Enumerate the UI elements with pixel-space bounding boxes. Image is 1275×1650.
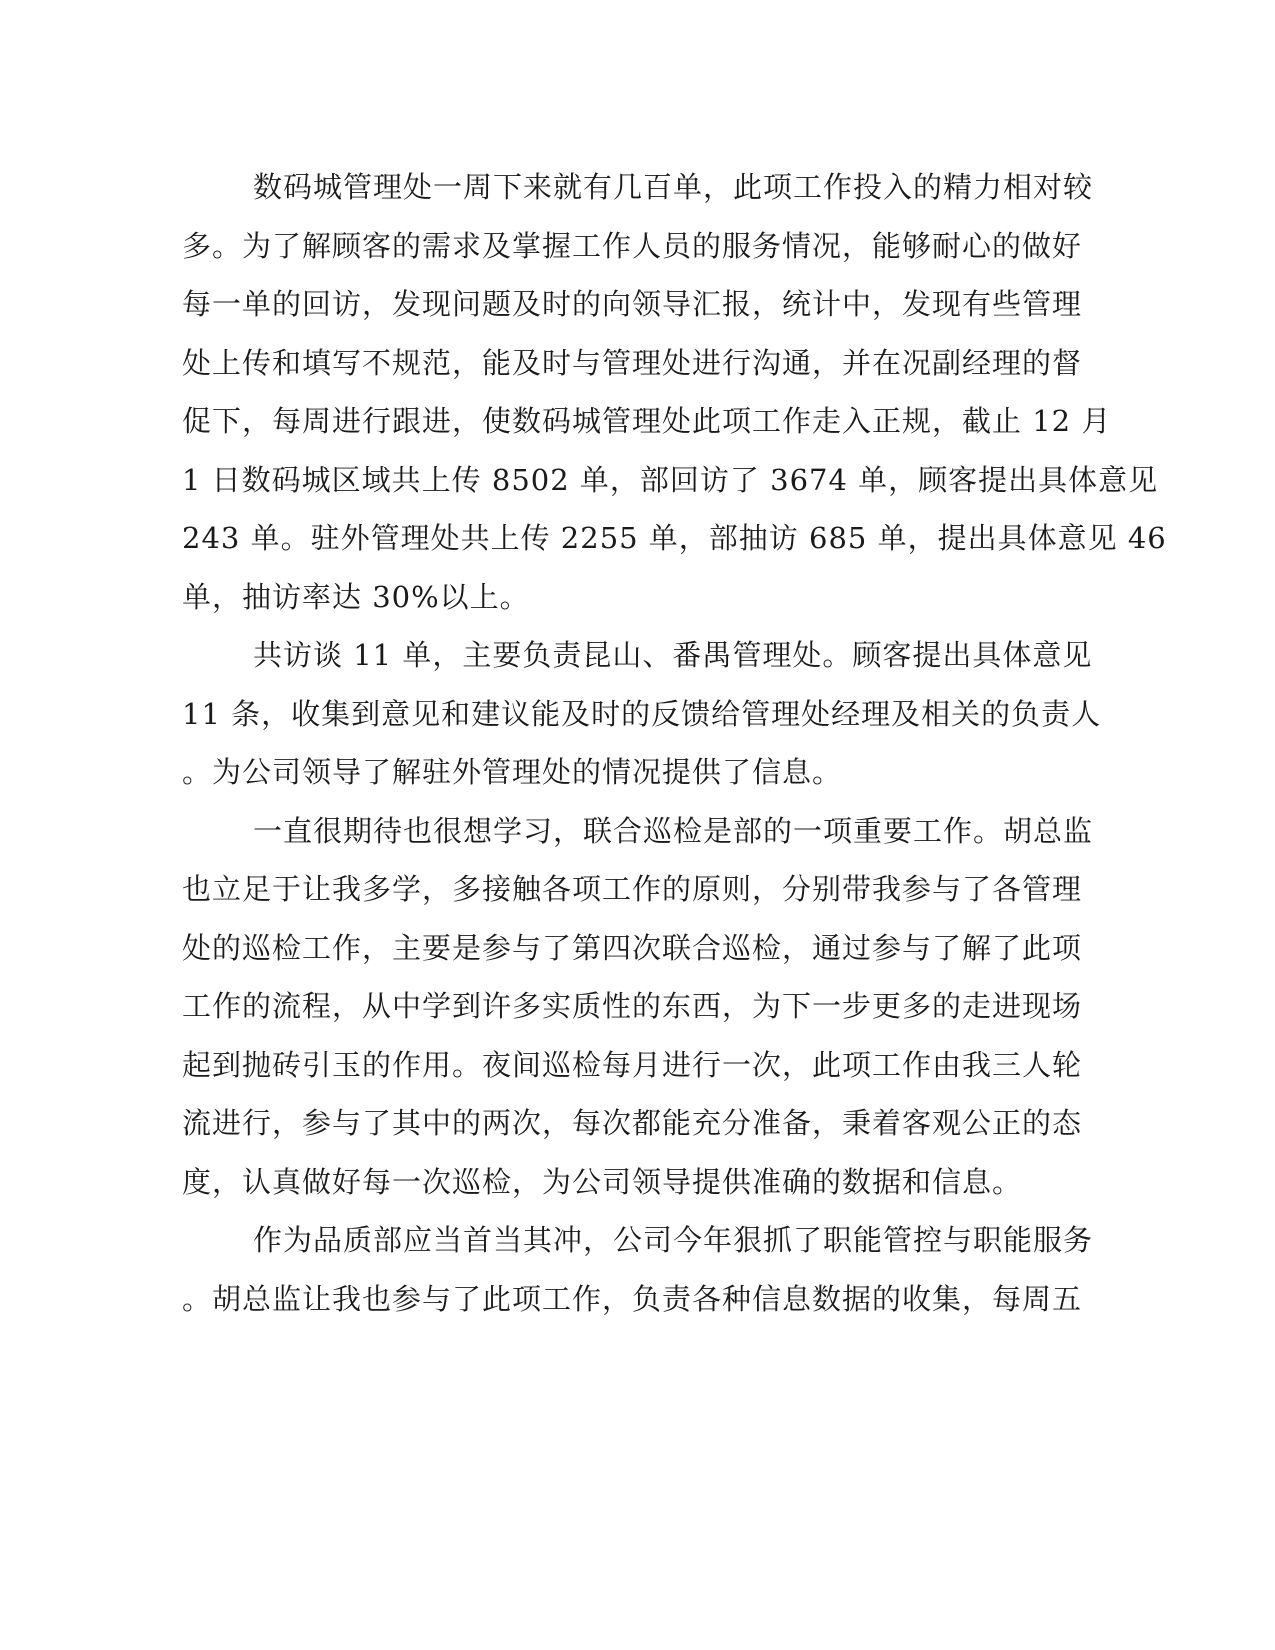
text-line: 共访谈 11 单，主要负责昆山、番禺管理处。顾客提出具体意见 [253, 638, 1093, 672]
text-line: 243 单。驻外管理处共上传 2255 单，部抽访 685 单，提出具体意见 46 [182, 521, 1167, 555]
text-line: 促下，每周进行跟进，使数码城管理处此项工作走入正规，截止 12 月 [182, 404, 1112, 438]
text-line: 度，认真做好每一次巡检，为公司领导提供准确的数据和信息。 [182, 1164, 1023, 1199]
paragraph-2 [182, 626, 1102, 802]
text-line: 1 日数码城区域共上传 8502 单，部回访了 3674 单，顾客提出具体意见 [182, 462, 1159, 497]
paragraph-1 [182, 158, 1167, 626]
text-line: 流进行，参与了其中的两次，每次都能充分准备，秉着客观公正的态 [182, 1106, 1083, 1140]
text-line: 起到抛砖引玉的作用。夜间巡检每月进行一次，此项工作由我三人轮 [182, 1047, 1083, 1082]
text-line: 作为品质部应当首当其冲，公司今年狠抓了职能管控与职能服务 [253, 1223, 1094, 1257]
text-line: 多。为了解顾客的需求及掌握工作人员的服务情况，能够耐心的做好 [182, 228, 1083, 263]
text-line: 也立足于让我多学，多接触各项工作的原则，分别带我参与了各管理 [182, 872, 1083, 906]
text-line: 工作的流程，从中学到许多实质性的东西，为下一步更多的走进现场 [182, 989, 1083, 1023]
text-line: 11 条，收集到意见和建议能及时的反馈给管理处经理及相关的负责人 [182, 696, 1102, 731]
paragraph-3 [182, 802, 1094, 1212]
text-line: 每一单的回访，发现问题及时的向领导汇报，统计中，发现有些管理 [182, 287, 1083, 321]
text-line: 单，抽访率达 30%以上。 [182, 579, 530, 614]
text-line: 一直很期待也很想学习，联合巡检是部的一项重要工作。胡总监 [253, 813, 1094, 848]
text-line: 。为公司领导了解驻外管理处的情况提供了信息。 [182, 755, 843, 789]
document-body [182, 158, 1167, 1328]
text-line: 处的巡检工作，主要是参与了第四次联合巡检，通过参与了解了此项 [182, 930, 1083, 965]
paragraph-4 [182, 1211, 1094, 1328]
text-line: 数码城管理处一周下来就有几百单，此项工作投入的精力相对较 [253, 170, 1094, 204]
text-line: 。胡总监让我也参与了此项工作，负责各种信息数据的收集，每周五 [182, 1281, 1083, 1316]
text-line: 处上传和填写不规范，能及时与管理处进行沟通，并在况副经理的督 [182, 345, 1083, 380]
